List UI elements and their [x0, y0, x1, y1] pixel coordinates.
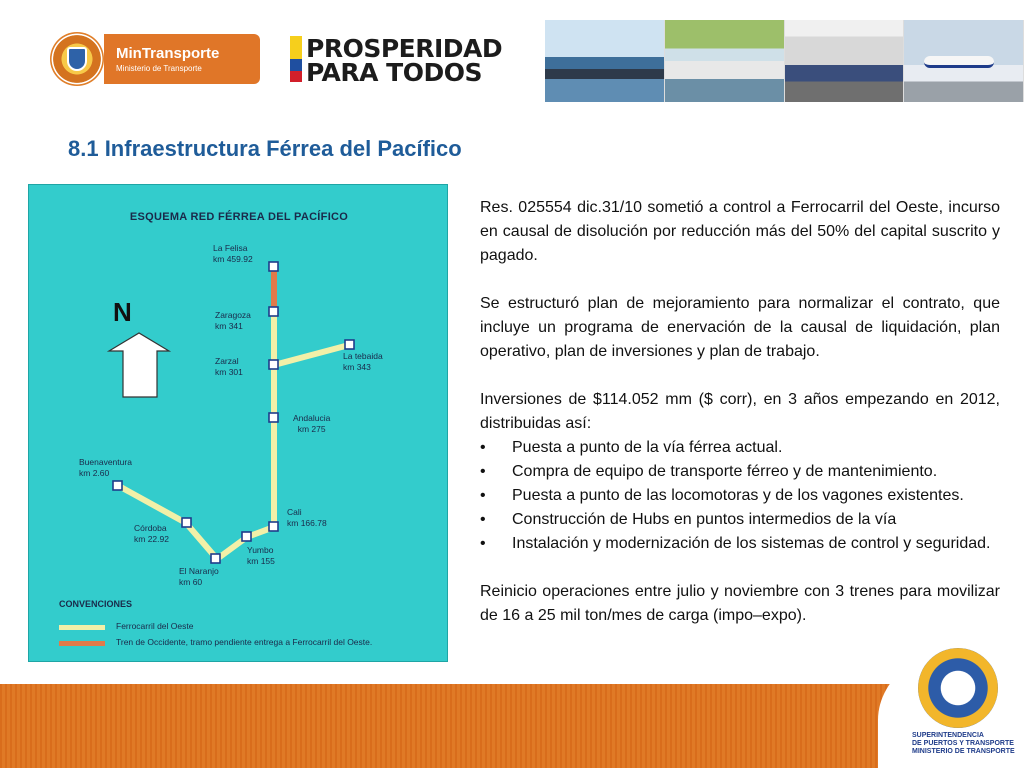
station-label-cordoba: Córdoba km 22.92	[134, 523, 169, 544]
north-label: N	[113, 297, 132, 327]
ministry-subtitle: Ministerio de Transporte	[116, 64, 202, 73]
colombia-coat-of-arms-logo	[50, 32, 104, 86]
railway-network-map	[28, 184, 448, 662]
station-marker	[269, 262, 278, 271]
footer-band	[0, 684, 1024, 768]
station-marker	[242, 532, 251, 541]
station-label-cali: Cali km 166.78	[287, 507, 327, 528]
paragraph-resolution: Res. 025554 dic.31/10 sometió a control a Ferrocarril del Oeste, incurso en causal de disolución por reducción más del 50% del capital suscrito y pagado.	[480, 199, 1000, 264]
paragraph-restart: Reinicio operaciones entre julio y noviembre con 3 trenes para movilizar de 16 a 25 mil ton/mes de carga (impo–expo).	[480, 583, 1000, 624]
slogan-line-1: PROSPERIDAD	[306, 34, 503, 63]
station-label-zarzal: Zarzal km 301	[215, 356, 243, 377]
colombia-flag-icon	[290, 36, 302, 82]
list-item: • Compra de equipo de transporte férreo y de mantenimiento.	[480, 463, 938, 480]
station-label-zaragoza: Zaragoza km 341	[215, 310, 251, 331]
station-marker	[345, 340, 354, 349]
station-marker	[269, 522, 278, 531]
truck-photo	[785, 20, 905, 102]
map-title: ESQUEMA RED FÉRREA DEL PACÍFICO	[129, 211, 349, 223]
station-marker	[269, 307, 278, 316]
list-item: • Instalación y modernización de los sistemas de control y seguridad.	[480, 535, 991, 552]
station-marker	[182, 518, 191, 527]
station-marker	[269, 413, 278, 422]
slide-body-text	[480, 196, 1000, 628]
paragraph-plan: Se estructuró plan de mejoramiento para normalizar el contrato, que incluye un programa de enervación de la causal de liquidación, plan operativo, plan de inversiones y plan de trabajo.	[480, 295, 1000, 360]
slogan-line-2: PARA TODOS	[306, 58, 482, 87]
station-marker	[211, 554, 220, 563]
paragraph-investments: Inversiones de $114.052 mm ($ corr), en 3 años empezando en 2012, distribuidas así:	[480, 391, 1000, 432]
station-label-la-tebaida: La tebaida km 343	[343, 351, 383, 372]
list-item: • Puesta a punto de las locomotoras y de los vagones existentes.	[480, 487, 964, 504]
station-label-el-naranjo: El Naranjo km 60	[179, 566, 219, 587]
mintransporte-logo	[104, 34, 260, 84]
conventions-title: CONVENCIONES	[59, 599, 133, 609]
list-item: • Construcción de Hubs en puntos intermedios de la vía	[480, 511, 897, 528]
airplane-photo	[904, 20, 1024, 102]
river-boat-photo	[665, 20, 785, 102]
legend-item-ferrocarril-oeste: Ferrocarril del Oeste	[59, 621, 439, 633]
cargo-ship-photo	[545, 20, 665, 102]
legend-swatch	[59, 641, 105, 646]
station-marker	[269, 360, 278, 369]
header	[0, 0, 1024, 110]
north-arrow-icon	[109, 333, 169, 397]
legend-item-tren-occidente: Tren de Occidente, tramo pendiente entrega a Ferrocarril del Oeste.	[59, 637, 439, 649]
station-label-buenaventura: Buenaventura km 2.60	[79, 457, 132, 478]
station-marker	[113, 481, 122, 490]
legend-swatch	[59, 625, 105, 630]
list-item: • Puesta a punto de la vía férrea actual.	[480, 439, 783, 456]
station-label-andalucia: Andalucia km 275	[293, 413, 331, 434]
superintendencia-logo: $	[918, 648, 998, 728]
transport-photo-strip	[545, 20, 1024, 102]
superintendencia-logo-text: SUPERINTENDENCIA DE PUERTOS Y TRANSPORTE MINISTERIO DE TRANSPORTE	[912, 732, 1015, 755]
ministry-name: MinTransporte	[116, 45, 220, 62]
investment-list	[480, 436, 1000, 556]
station-label-yumbo: Yumbo km 155	[247, 545, 275, 566]
station-label-la-felisa: La Felisa km 459.92	[213, 243, 253, 264]
slide-title: 8.1 Infraestructura Férrea del Pacífico	[68, 136, 462, 161]
